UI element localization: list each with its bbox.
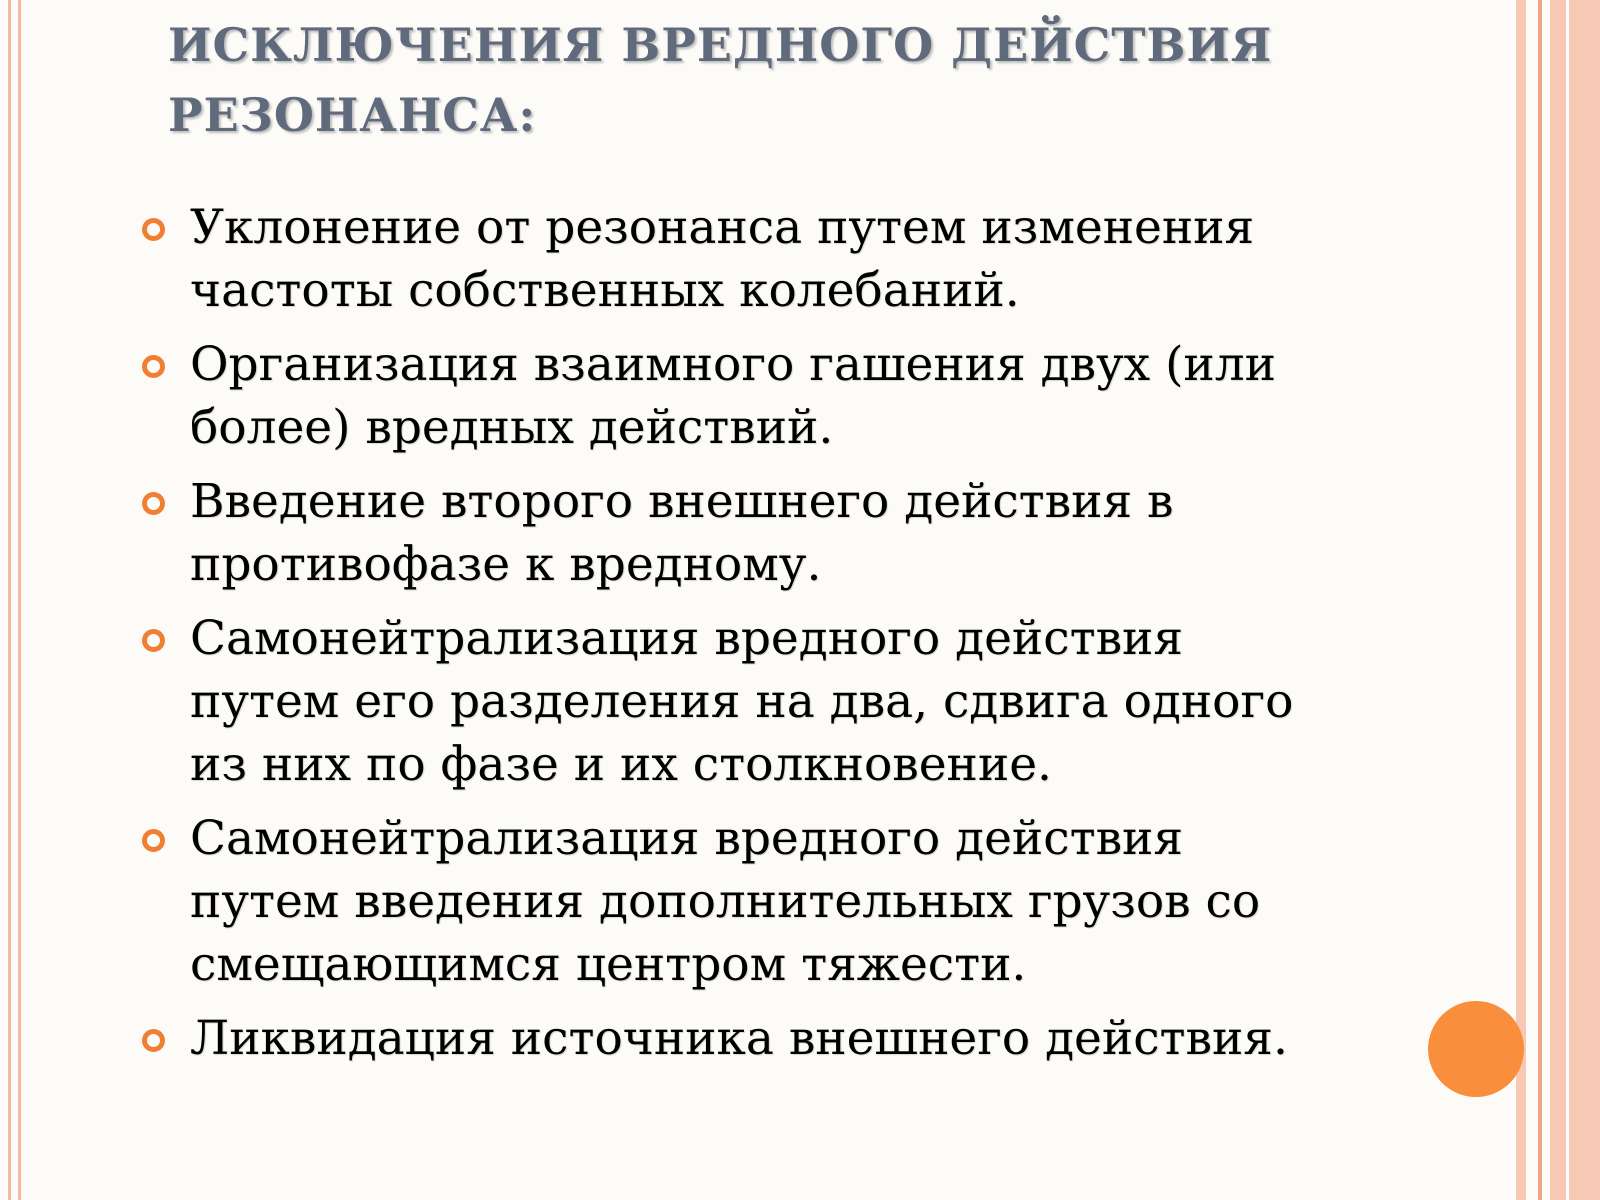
list-item (140, 1007, 1370, 1070)
title-line: ИСКЛЮЧЕНИЯ ВРЕДНОГО ДЕЙСТВИЯ (168, 18, 1273, 72)
bullet-line: более) вредных действий. (190, 400, 834, 455)
bullet-line: Самонейтрализация вредного действия (190, 611, 1184, 666)
bullet-line: Ликвидация источника внешнего действия. (190, 1011, 1288, 1066)
bullet-line: путем введения дополнительных грузов со (190, 874, 1261, 929)
bullet-line: Самонейтрализация вредного действия (190, 811, 1184, 866)
bullet-list (140, 196, 1370, 1081)
bullet-line: Уклонение от резонанса путем изменения (190, 200, 1255, 255)
slide-title (168, 10, 1418, 150)
title-line: РЕЗОНАНСА: (168, 88, 537, 142)
right-decor-band (1550, 0, 1600, 1200)
ring-bullet-icon (142, 829, 165, 852)
bullet-line: противофазе к вредному. (190, 537, 822, 592)
bullet-line: Введение второго внешнего действия в (190, 474, 1174, 529)
bullet-line: из них по фазе и их столкновение. (190, 737, 1052, 792)
orange-circle-icon (1428, 1001, 1524, 1097)
bullet-line: путем его разделения на два, сдвига одного (190, 674, 1294, 729)
list-item (140, 470, 1370, 596)
list-item (140, 607, 1370, 796)
bullet-line: частоты собственных колебаний. (190, 263, 1020, 318)
ring-bullet-icon (142, 218, 165, 241)
ring-bullet-icon (142, 492, 165, 515)
list-item (140, 333, 1370, 459)
ring-bullet-icon (142, 355, 165, 378)
left-decor-line (8, 0, 11, 1200)
right-decor-gap (1566, 0, 1569, 1200)
left-decor-line (18, 0, 21, 1200)
ring-bullet-icon (142, 629, 165, 652)
ring-bullet-icon (142, 1029, 165, 1052)
list-item (140, 807, 1370, 996)
bullet-line: смещающимся центром тяжести. (190, 937, 1027, 992)
right-decor-band (1516, 0, 1526, 1200)
right-decor-line (1538, 0, 1542, 1200)
list-item (140, 196, 1370, 322)
bullet-line: Организация взаимного гашения двух (или (190, 337, 1276, 392)
